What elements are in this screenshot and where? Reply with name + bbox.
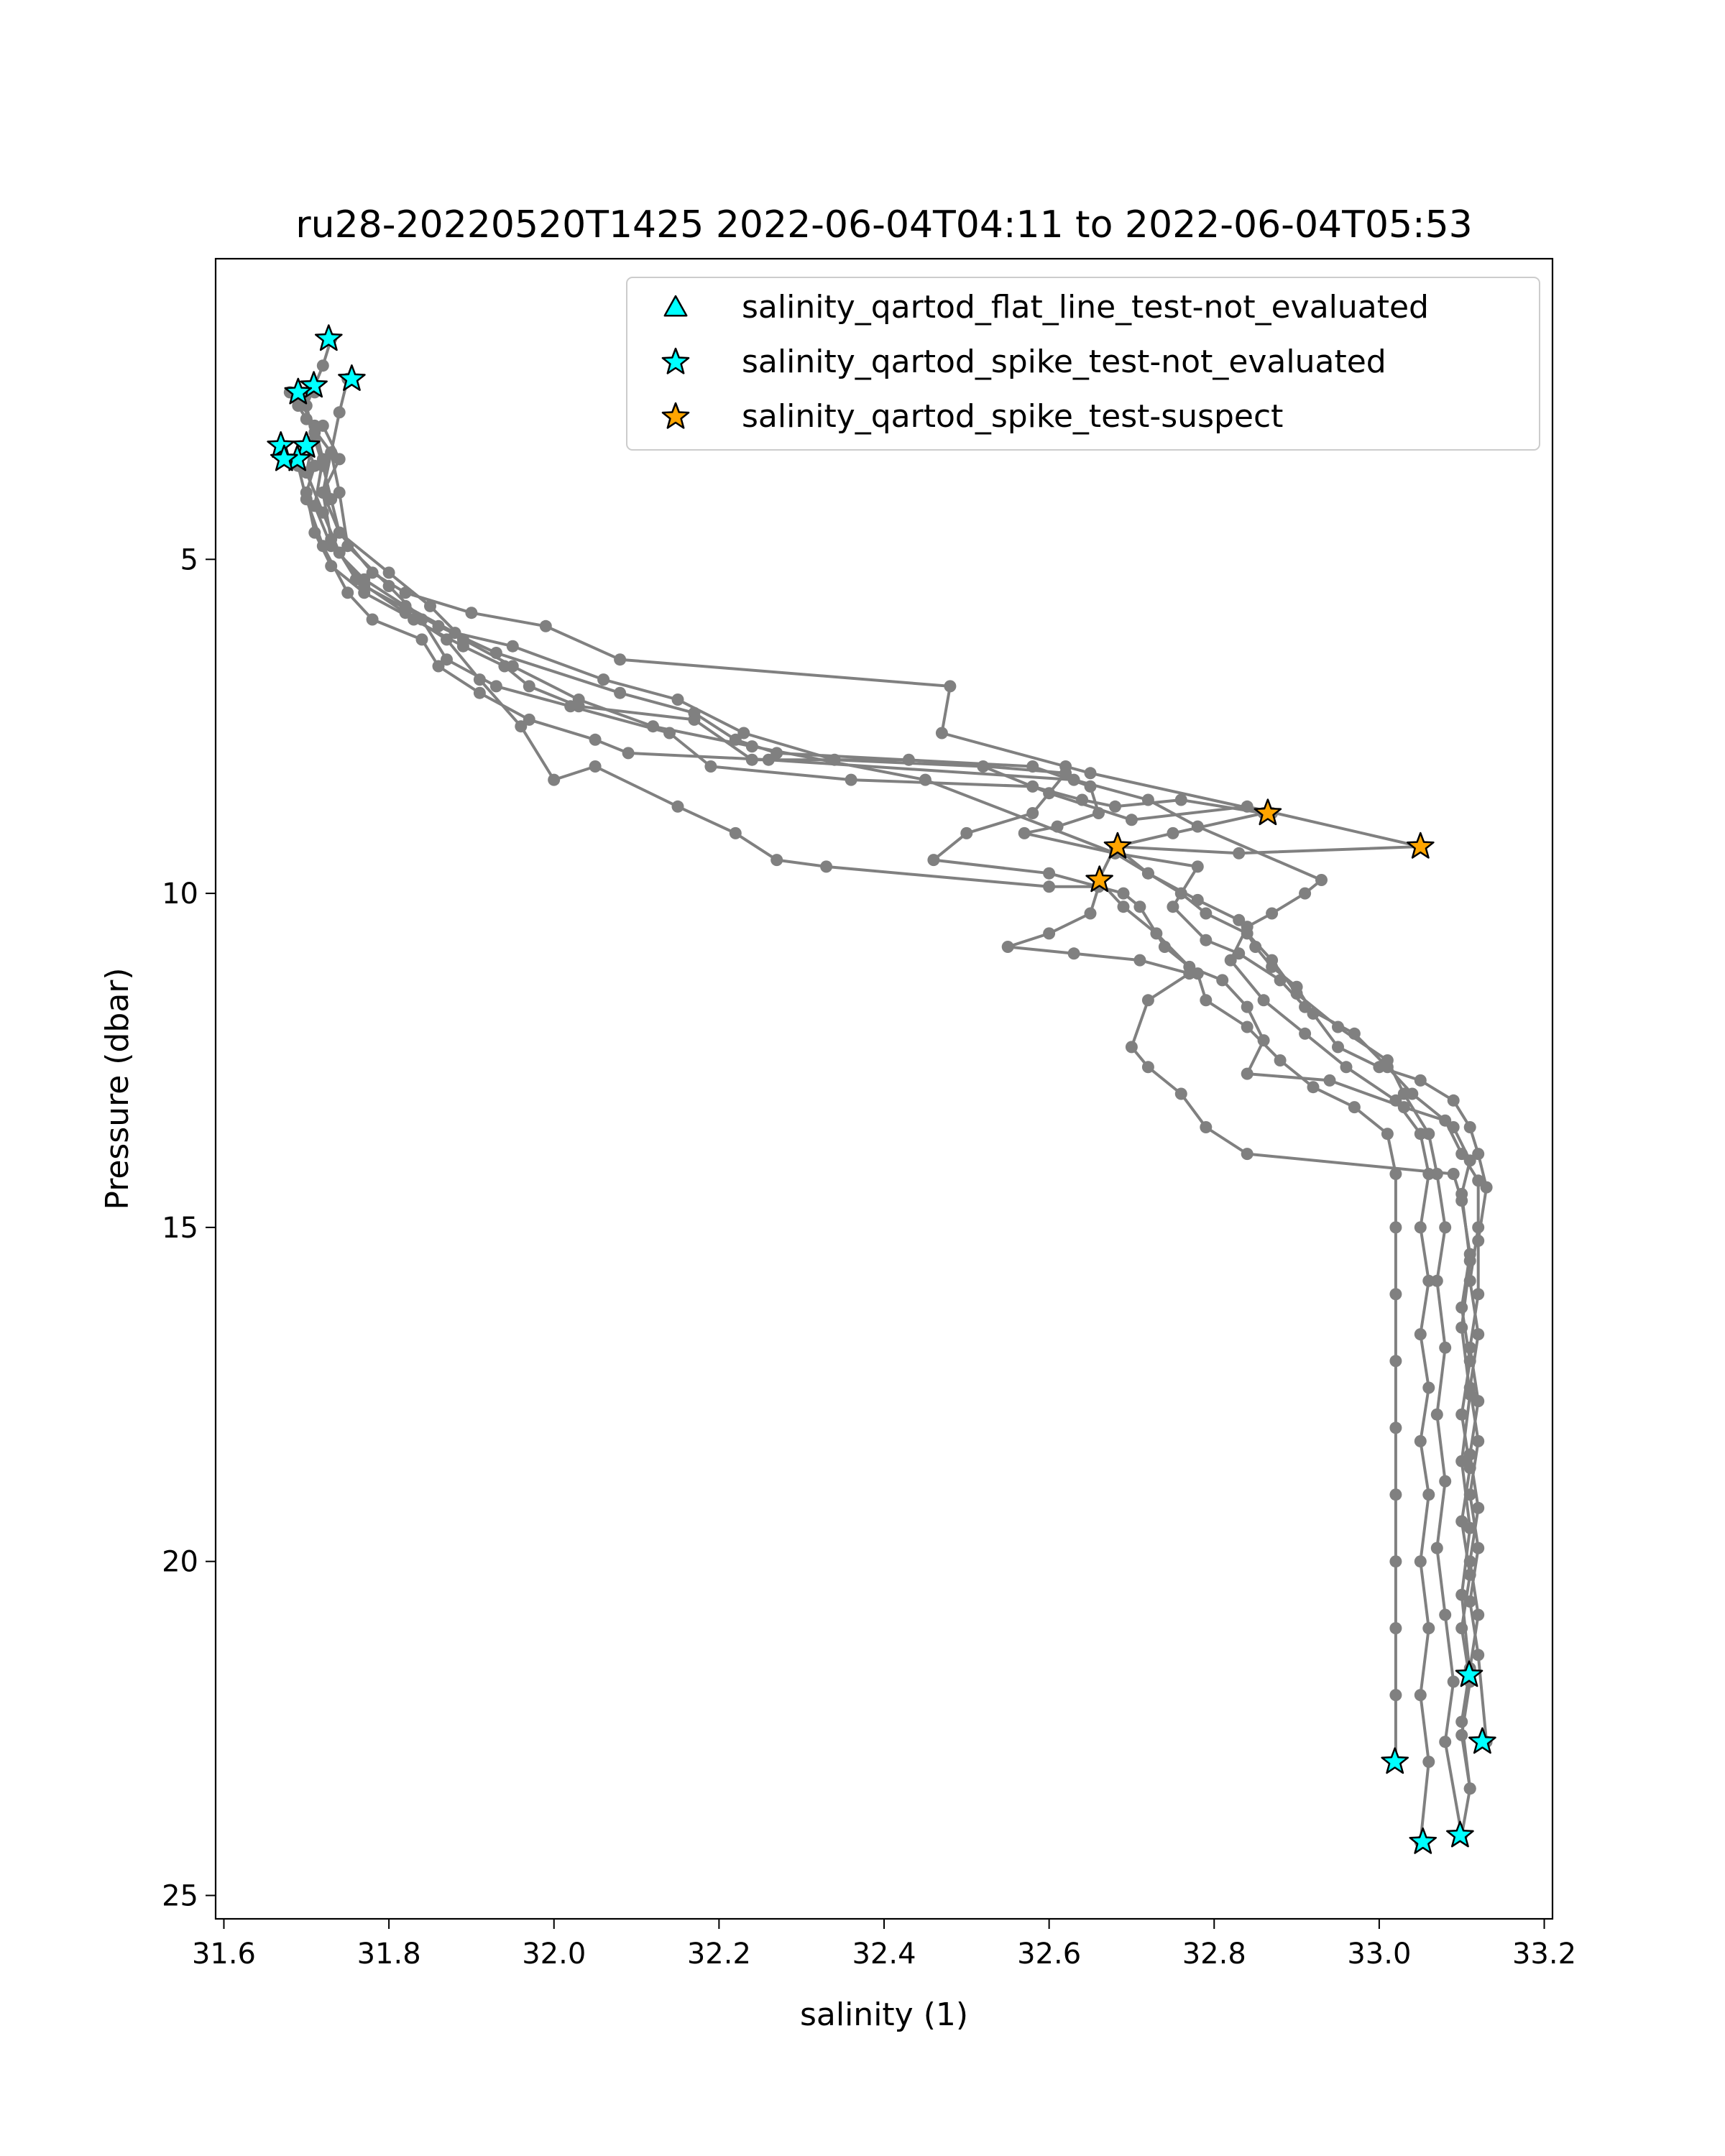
profile-point — [1472, 1395, 1484, 1407]
profile-point — [614, 653, 626, 665]
profile-point — [1439, 1736, 1451, 1748]
profile-point — [498, 660, 510, 673]
chart-title: ru28-20220520T1425 2022-06-04T04:11 to 2022-06-04T05:53 — [295, 203, 1473, 247]
profile-point — [308, 460, 321, 472]
profile-point — [1225, 954, 1237, 967]
profile-point — [1266, 908, 1278, 920]
legend-entry-label: salinity_qartod_spike_test-not_evaluated — [742, 344, 1386, 380]
profile-point — [845, 774, 857, 786]
y-tick-label: 20 — [162, 1545, 198, 1579]
profile-point — [1043, 927, 1055, 939]
profile-point — [325, 560, 337, 572]
profile-point — [317, 359, 329, 372]
profile-point — [1291, 981, 1303, 993]
y-tick-label: 15 — [162, 1211, 198, 1245]
profile-point — [1241, 1148, 1254, 1160]
profile-point — [1431, 1542, 1443, 1554]
profile-point — [325, 540, 337, 552]
profile-point — [1398, 1101, 1410, 1113]
profile-point — [334, 487, 346, 499]
profile-point — [1192, 894, 1204, 906]
profile-point — [1439, 1475, 1451, 1488]
profile-point — [1241, 1001, 1254, 1013]
y-tick-label: 5 — [180, 543, 198, 577]
profile-point — [507, 640, 519, 653]
profile-point — [1481, 1181, 1493, 1194]
profile-point — [358, 573, 370, 586]
profile-point — [1464, 1569, 1476, 1581]
profile-point — [540, 620, 552, 632]
profile-point — [737, 727, 750, 740]
profile-point — [730, 827, 742, 839]
profile-point — [334, 406, 346, 418]
legend-entry-label: salinity_qartod_flat_line_test-not_evaluated — [742, 289, 1429, 326]
profile-point — [1043, 867, 1055, 880]
profile-point — [1448, 1676, 1460, 1688]
profile-point — [358, 586, 370, 599]
profile-point — [341, 586, 354, 599]
profile-point — [1472, 1288, 1484, 1300]
profile-point — [1200, 994, 1212, 1006]
profile-point — [927, 854, 939, 866]
profile-point — [1332, 1041, 1344, 1053]
profile-point — [1414, 1128, 1427, 1140]
profile-point — [1422, 1168, 1435, 1180]
profile-point — [1414, 1328, 1427, 1340]
profile-point — [1175, 1088, 1187, 1100]
profile-point — [1200, 1121, 1212, 1133]
profile-point — [573, 700, 585, 712]
profile-point — [1389, 1422, 1402, 1434]
x-tick-label: 32.0 — [522, 1938, 586, 1971]
profile-point — [1258, 1034, 1270, 1046]
profile-point — [1455, 1622, 1468, 1634]
profile-point — [1167, 827, 1179, 839]
profile-point — [1439, 1609, 1451, 1621]
profile-point — [308, 420, 321, 432]
profile-point — [1464, 1462, 1476, 1474]
profile-point — [1133, 900, 1146, 913]
profile-point — [663, 727, 676, 740]
profile-point — [1464, 1248, 1476, 1261]
profile-point — [1126, 1041, 1138, 1053]
profile-point — [383, 580, 395, 592]
profile-point — [1233, 914, 1245, 926]
profile-point — [1414, 1689, 1427, 1701]
profile-point — [1026, 807, 1039, 819]
profile-point — [1422, 1756, 1435, 1768]
profile-point — [1472, 1148, 1484, 1160]
profile-point — [449, 627, 461, 639]
profile-point — [1389, 1221, 1402, 1233]
y-tick-label: 25 — [162, 1879, 198, 1913]
profile-point — [1414, 1555, 1427, 1567]
profile-point — [1233, 847, 1245, 860]
y-tick-label: 10 — [162, 877, 198, 911]
profile-point — [1126, 814, 1138, 826]
profile-point — [1348, 1101, 1361, 1113]
profile-point — [960, 827, 972, 839]
profile-point — [1109, 801, 1121, 813]
profile-point — [1299, 1028, 1311, 1040]
profile-point — [548, 774, 560, 786]
profile-point — [1389, 1689, 1402, 1701]
profile-point — [465, 607, 477, 619]
profile-point — [1307, 1081, 1320, 1093]
x-tick-label: 33.2 — [1512, 1938, 1577, 1971]
profile-point — [1422, 1275, 1435, 1287]
profile-point — [1422, 1622, 1435, 1634]
profile-point — [1439, 1342, 1451, 1354]
profile-point — [1059, 767, 1072, 779]
profile-point — [367, 614, 379, 626]
profile-point — [589, 760, 602, 773]
profile-point — [614, 687, 626, 699]
profile-point — [688, 714, 700, 726]
profile-point — [1200, 934, 1212, 946]
profile-point — [1389, 1288, 1402, 1300]
x-tick-label: 32.6 — [1017, 1938, 1082, 1971]
profile-point — [1175, 794, 1187, 806]
profile-point — [1241, 801, 1254, 813]
profile-point — [341, 540, 354, 552]
profile-point — [1299, 888, 1311, 900]
profile-point — [408, 614, 420, 626]
profile-point — [820, 860, 832, 872]
profile-point — [1389, 1555, 1402, 1567]
profile-point — [1340, 1061, 1353, 1073]
profile-point — [1118, 900, 1130, 913]
profile-point — [490, 680, 502, 692]
profile-point — [441, 653, 453, 665]
profile-point — [746, 754, 758, 766]
profile-point — [589, 734, 602, 746]
profile-point — [1464, 1121, 1476, 1133]
profile-point — [300, 487, 313, 499]
profile-point — [1448, 1095, 1460, 1107]
x-tick-label: 33.0 — [1347, 1938, 1412, 1971]
profile-point — [457, 640, 469, 653]
profile-point — [770, 854, 783, 866]
profile-point — [1422, 1382, 1435, 1394]
profile-point — [416, 633, 428, 645]
profile-point — [1414, 1074, 1427, 1087]
x-tick-label: 31.6 — [191, 1938, 257, 1971]
profile-point — [672, 694, 684, 706]
profile-point — [1002, 941, 1014, 953]
profile-point — [523, 680, 535, 692]
profile-point — [1274, 1054, 1287, 1067]
profile-point — [1315, 874, 1328, 886]
profile-point — [1431, 1409, 1443, 1421]
profile-point — [1324, 1074, 1336, 1087]
profile-point — [1043, 880, 1055, 893]
profile-point — [1455, 1409, 1468, 1421]
profile-point — [672, 801, 684, 813]
profile-point — [1150, 927, 1162, 939]
profile-point — [1455, 1302, 1468, 1314]
profile-point — [597, 673, 610, 686]
profile-point — [424, 600, 436, 612]
profile-point — [1464, 1782, 1476, 1795]
profile-point — [903, 754, 915, 766]
profile-point — [1439, 1221, 1451, 1233]
profile-point — [1249, 941, 1261, 953]
profile-point — [1085, 767, 1097, 779]
profile-point — [1414, 1221, 1427, 1233]
profile-point — [1455, 1729, 1468, 1741]
profile-point — [944, 680, 956, 692]
profile-point — [1241, 1021, 1254, 1033]
profile-point — [1455, 1515, 1468, 1527]
profile-point — [1307, 1008, 1320, 1020]
x-tick-label: 32.2 — [686, 1938, 751, 1971]
profile-point — [1118, 888, 1130, 900]
profile-point — [1389, 1622, 1402, 1634]
profile-point — [1018, 827, 1031, 839]
profile-point — [400, 600, 412, 612]
profile-point — [1068, 947, 1080, 959]
x-tick-label: 31.8 — [356, 1938, 421, 1971]
profile-point — [515, 720, 527, 732]
profile-point — [1142, 1061, 1154, 1073]
profile-point — [1142, 994, 1154, 1006]
profile-point — [622, 747, 635, 759]
profile-point — [936, 727, 948, 740]
profile-point — [1389, 1355, 1402, 1367]
profile-point — [1266, 961, 1278, 973]
profile-point — [1192, 860, 1204, 872]
profile-point — [1216, 974, 1228, 986]
profile-point — [1448, 1168, 1460, 1180]
x-tick-label: 32.8 — [1182, 1938, 1246, 1971]
profile-point — [1085, 908, 1097, 920]
profile-point — [1241, 1068, 1254, 1080]
profile-point — [1389, 1488, 1402, 1501]
profile-point — [1472, 1609, 1484, 1621]
profile-point — [1422, 1488, 1435, 1501]
profile-point — [383, 566, 395, 579]
profile-point — [1414, 1435, 1427, 1447]
profile-point — [1142, 867, 1154, 880]
profile-point — [704, 760, 717, 773]
x-axis-label: salinity (1) — [799, 1996, 969, 2033]
profile-point — [1133, 954, 1146, 967]
x-tick-label: 32.4 — [852, 1938, 916, 1971]
profile-point — [308, 527, 321, 539]
profile-point — [474, 687, 486, 699]
profile-point — [1464, 1355, 1476, 1367]
profile-point — [746, 740, 758, 752]
profile-point — [1373, 1061, 1385, 1073]
y-axis-label: Pressure (dbar) — [99, 967, 136, 1210]
profile-point — [1472, 1235, 1484, 1247]
profile-point — [1167, 900, 1179, 913]
profile-point — [1455, 1148, 1468, 1160]
profile-point — [1258, 994, 1270, 1006]
legend-entry-label: salinity_qartod_spike_test-suspect — [742, 398, 1284, 435]
profile-point — [1200, 908, 1212, 920]
profile-point — [1439, 1115, 1451, 1127]
profile-point — [1455, 1194, 1468, 1207]
profile-point — [1472, 1502, 1484, 1514]
legend — [627, 277, 1540, 450]
profile-point — [1381, 1128, 1394, 1140]
profile-point — [1332, 1021, 1344, 1033]
profile-point — [1183, 967, 1195, 980]
